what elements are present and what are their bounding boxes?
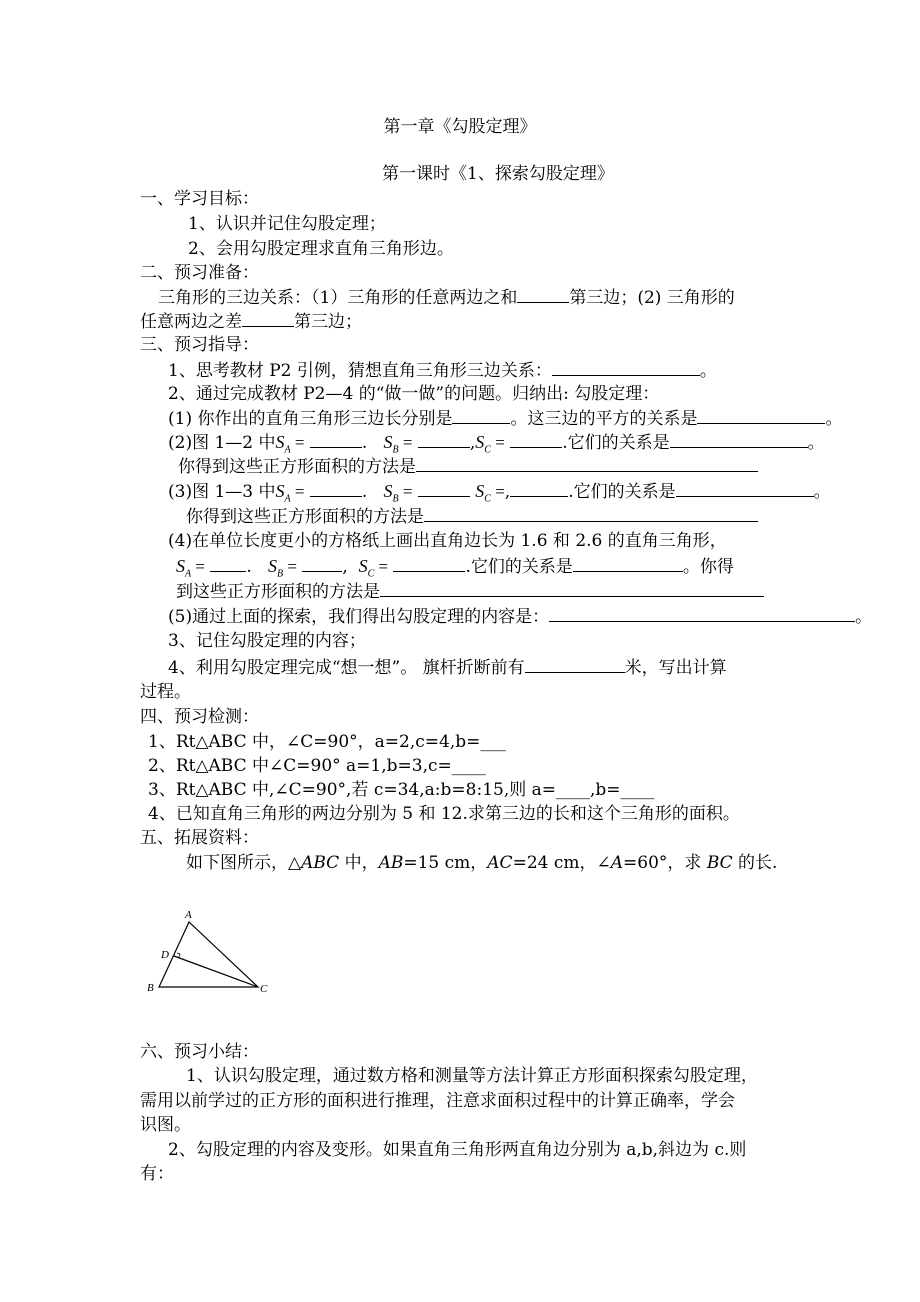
answer-blank[interactable] <box>517 286 569 303</box>
answer-blank[interactable] <box>676 480 814 497</box>
question-text: (2)图 1—2 中 <box>168 433 276 453</box>
question-text: (1) 你作出的直角三角形三边长分别是 <box>168 409 453 429</box>
segment-cd <box>174 956 258 987</box>
vertex-label-c: C <box>260 983 268 995</box>
question-text: .它们的关系是 <box>568 482 676 502</box>
guide-item-4 <box>168 656 727 679</box>
prep-text: 第三边；(2) 三角形的 <box>569 288 735 308</box>
page-title: 第一章《勾股定理》 <box>383 117 537 137</box>
vertex-label-a: A <box>185 909 192 921</box>
answer-blank[interactable] <box>573 555 683 572</box>
answer-blank[interactable] <box>670 431 808 448</box>
question-text: .它们的关系是 <box>465 557 573 577</box>
prep-text: 三角形的三边关系：（1）三角形的任意两边之和 <box>158 288 518 308</box>
method-line-1 <box>178 455 758 478</box>
prep-line-1 <box>158 286 735 309</box>
triangle-abc <box>159 922 258 987</box>
question-5: (5)通过上面的探索，我们得出勾股定理的内容是： 。 <box>168 607 873 627</box>
guide-text: 1、思考教材 P2 引例，猜想直角三角形三边关系： <box>168 361 552 381</box>
area-b-symbol: $S_B$ <box>383 481 399 505</box>
section-1-heading: 一、学习目标： <box>140 189 259 209</box>
section-4-heading: 四、预习检测： <box>140 707 259 727</box>
question-4-areas: $S_A$ = . $S_B$ = , $S_C$ = .它们的关系是 。你得 <box>176 556 734 580</box>
answer-blank[interactable] <box>242 310 294 327</box>
prep-text: 第三边； <box>294 312 362 332</box>
question-text: 到这些正方形面积的方法是 <box>176 582 380 602</box>
answer-blank[interactable] <box>310 480 362 497</box>
question-3: (3)图 1—3 中$S_A$ = . $S_B = S_C$ =, .它们的关系是 。 <box>168 481 831 505</box>
guide-item-3: 3、记住勾股定理的内容； <box>168 631 366 651</box>
area-a-symbol: $S_A$ <box>176 556 192 580</box>
answer-blank[interactable] <box>310 431 362 448</box>
question-text: 你得 <box>699 557 734 577</box>
guide-text: 4、利用勾股定理完成“想一想”。 旗杆折断前有 <box>168 658 525 678</box>
question-text: 。这三边的平方的关系是 <box>510 409 698 429</box>
method-line-2 <box>186 505 758 528</box>
answer-blank[interactable] <box>552 359 700 376</box>
question-text: 你得到这些正方形面积的方法是 <box>178 457 416 477</box>
area-a-symbol: $S_A$ <box>275 432 291 456</box>
check-item: 2、Rt△ABC 中∠C=90° a=1,b=3,c=____ <box>148 756 486 776</box>
question-text: .它们的关系是 <box>562 433 670 453</box>
question-text: (5)通过上面的探索，我们得出勾股定理的内容是： <box>168 607 550 627</box>
guide-item-4-cont: 过程。 <box>140 682 191 702</box>
prep-text: 任意两边之差 <box>140 312 242 332</box>
vertex-label-b: B <box>147 982 154 994</box>
check-item: 1、Rt△ABC 中，∠C=90°，a=2,c=4,b=___ <box>148 732 506 752</box>
lesson-subtitle: 第一课时《1、探索勾股定理》 <box>382 164 614 184</box>
answer-blank[interactable] <box>418 480 470 497</box>
area-b-symbol: $S_B$ <box>267 556 284 580</box>
question-text: (3)图 1—3 中 <box>168 482 276 502</box>
summary-line: 有： <box>140 1164 174 1184</box>
area-a-symbol: $S_A$ <box>275 481 291 505</box>
summary-line: 需用以前学过的正方形的面积进行推理，注意求面积过程中的计算正确率，学会 <box>140 1091 735 1111</box>
summary-line: 1、认识勾股定理，通过数方格和测量等方法计算正方形面积探索勾股定理， <box>186 1066 758 1086</box>
prep-line-2 <box>140 310 362 333</box>
area-c-symbol: $S_C$ <box>475 481 491 505</box>
answer-blank[interactable] <box>510 431 562 448</box>
summary-line: 识图。 <box>140 1115 191 1135</box>
method-line-3 <box>176 580 764 603</box>
summary-line: 2、勾股定理的内容及变形。如果直角三角形两直角边分别为 a,b,斜边为 c.则 <box>168 1140 747 1160</box>
point-label-d: D <box>161 949 169 961</box>
guide-item-1: 1、思考教材 P2 引例，猜想直角三角形三边关系： 。 <box>168 361 717 381</box>
answer-blank[interactable] <box>452 407 510 424</box>
question-4: (4)在单位长度更小的方格纸上画出直角边长为 1.6 和 2.6 的直角三角形， <box>168 531 727 551</box>
section-2-heading: 二、预习准备： <box>140 263 259 283</box>
answer-blank[interactable] <box>549 605 855 622</box>
answer-blank[interactable] <box>393 555 465 572</box>
area-c-symbol: $S_C$ <box>358 556 375 580</box>
answer-blank[interactable] <box>210 555 246 572</box>
check-item: 3、Rt△ABC 中,∠C=90°,若 c=34,a:b=8:15,则 a=____,b=____ <box>148 780 655 800</box>
question-text: 你得到这些正方形面积的方法是 <box>186 507 424 527</box>
check-item: 4、已知直角三角形的两边分别为 5 和 12.求第三边的长和这个三角形的面积。 <box>148 804 740 824</box>
answer-blank[interactable] <box>418 431 470 448</box>
answer-blank[interactable] <box>380 580 764 597</box>
extension-problem: 如下图所示，△ABC 中，AB=15 cm，AC=24 cm，∠A=60°，求 BC 的长. <box>186 853 778 873</box>
right-angle-mark <box>177 953 180 957</box>
section-6-heading: 六、预习小结： <box>140 1042 259 1062</box>
guide-text: 米，写出计算 <box>624 658 727 678</box>
answer-blank[interactable] <box>525 656 625 673</box>
answer-blank[interactable] <box>510 480 568 497</box>
section-5-heading: 五、拓展资料： <box>140 828 259 848</box>
objective-item: 2、会用勾股定理求直角三角形边。 <box>188 239 454 259</box>
section-3-heading: 三、预习指导： <box>140 335 259 355</box>
area-b-symbol: $S_B$ <box>383 432 399 456</box>
question-2: (2)图 1—2 中$S_A$ = . $S_B = ,S_C$ = .它们的关系是 。 <box>168 432 825 456</box>
guide-item-2: 2、通过完成教材 P2—4 的“做一做”的问题。归纳出: 勾股定理： <box>168 384 660 404</box>
triangle-figure <box>140 905 280 1000</box>
answer-blank[interactable] <box>302 555 342 572</box>
answer-blank[interactable] <box>416 455 758 472</box>
answer-blank[interactable] <box>697 407 825 424</box>
area-c-symbol: $S_C$ <box>475 432 491 456</box>
answer-blank[interactable] <box>424 505 758 522</box>
objective-item: 1、认识并记住勾股定理； <box>188 214 386 234</box>
question-1: (1) 你作出的直角三角形三边长分别是 。这三边的平方的关系是 。 <box>168 409 843 429</box>
